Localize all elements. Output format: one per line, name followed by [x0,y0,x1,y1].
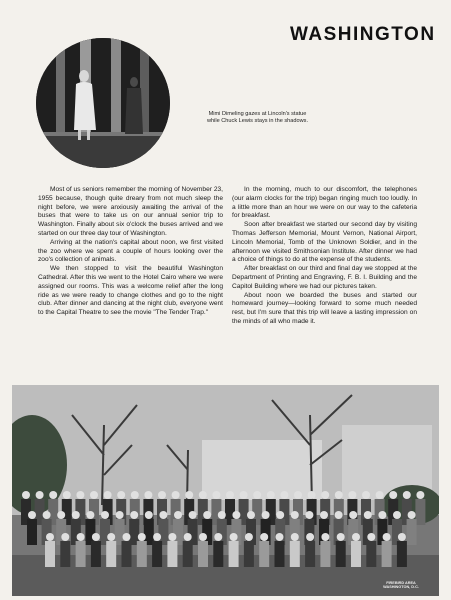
person-head [28,511,36,519]
photo-caption [180,111,335,125]
person-head [393,511,401,519]
person-head [403,491,411,499]
person-head [262,511,270,519]
person-head [101,511,109,519]
person-head [22,491,30,499]
person-head [348,491,356,499]
person-head [383,533,391,541]
photo-credit [371,581,431,590]
person-head [294,491,302,499]
person-head [378,511,386,519]
person-head [131,491,139,499]
person-body [137,541,147,567]
person-head [86,511,94,519]
person-head [335,511,343,519]
person-body [122,541,132,567]
photo-caption-line-2: while Chuck Lewis stays in the shadows. [206,118,309,125]
person-body [290,541,300,567]
person-head [159,511,167,519]
person-head [389,491,397,499]
person-head [92,533,100,541]
person-head [280,491,288,499]
person-head [57,511,65,519]
person-head [305,511,313,519]
person-head [335,491,343,499]
person-head [276,533,284,541]
person-body [259,541,269,567]
article-paragraph: After breakfast on our third and final day we stopped at the Department of Printing and Engraving, F. B. I. Building and the Capitol Building where we had our pictures taken. [232,265,417,290]
person-head [352,533,360,541]
person-head [308,491,316,499]
person-body [27,519,37,545]
person-head [63,491,71,499]
person-body [106,541,116,567]
person-head [408,511,416,519]
article-paragraph: About noon we boarded the buses and started our homeward journey—looking forward to some much needed rest, but I'm sure that this trip will leave a lasting impression on the minds of all who made it. [232,291,417,325]
person-body [320,541,330,567]
lincoln-statue-photo [36,38,170,168]
person-head [321,491,329,499]
person-head [321,533,329,541]
person-body [305,541,315,567]
person-head [320,511,328,519]
person-head [72,511,80,519]
lincoln-statue-photo-image [36,38,170,168]
person-body [336,541,346,567]
person-body [213,541,223,567]
person-head [145,511,153,519]
person-body [183,541,193,567]
person-head [247,511,255,519]
photo-credit-line-2: WASHINGTON, D.C. [383,585,419,590]
person-head [240,491,248,499]
class-group-photo-image [12,385,439,596]
person-head [306,533,314,541]
person-head [203,511,211,519]
person-head [144,491,152,499]
class-group-photo [12,385,439,596]
article-paragraph: We then stopped to visit the beautiful Washington Cathedral. After this we went to the Hotel Cairo where we were assigned our rooms. This was a welcome relief after the long ride as we were ready to change clothes and go to the night club. After dinner and dancing at the night club, everyone went to the Capital Theatre to see the movie "The Tender Trap." [38,265,223,317]
person-head [267,491,275,499]
person-body [407,519,417,545]
person-head [276,511,284,519]
person-head [185,491,193,499]
person-head [376,491,384,499]
person-head [46,533,54,541]
photo-caption-line-1: Mimi Dimeling gazes at Lincoln's statue [208,111,307,117]
person-head [232,511,240,519]
person-head [199,533,207,541]
person-body [351,541,361,567]
person-head [291,511,299,519]
person-body [76,541,86,567]
person-body [229,541,239,567]
person-body [152,541,162,567]
person-head [337,533,345,541]
person-head [130,511,138,519]
person-head [49,491,57,499]
person-head [349,511,357,519]
person-body [60,541,70,567]
person-head [90,491,98,499]
person-body [244,541,254,567]
person-body [366,541,376,567]
article-paragraph: Soon after breakfast we started our second day by visiting Thomas Jefferson Memorial, Mount Vernon, National Airport, Lincoln Memorial, Tomb of the Unknown Soldier, and in the afternoon we visited Smithsonian Institute. After dinner we had a choice of things to do at the expense of the students. [232,221,417,264]
person-head [230,533,238,541]
person-head [138,533,146,541]
person-head [174,511,182,519]
person-body [198,541,208,567]
person-head [43,511,51,519]
person-body [397,541,407,567]
person-head [184,533,192,541]
person-body [382,541,392,567]
article-paragraph: Arriving at the nation's capital about noon, we first visited the zoo where we spent a couple of hours looking over the zoo's collection of animals. [38,238,223,264]
person-head [416,491,424,499]
person-head [36,491,44,499]
person-head [117,491,125,499]
person-head [218,511,226,519]
person-head [245,533,253,541]
article-paragraph: Most of us seniors remember the morning of November 23, 1955 because, though quite dreary from not much sleep the night before, we were anxiously awaiting the arrival of the buses that were to take us on our annual senior trip to Washington. Finally about six o'clock the buses arrived and we started on our three day tour of Washington. [38,186,223,237]
person-head [291,533,299,541]
person-head [398,533,406,541]
person-head [116,511,124,519]
person-body [45,541,55,567]
person-head [226,491,234,499]
person-head [212,491,220,499]
person-head [107,533,115,541]
person-body [167,541,177,567]
person-head [77,533,85,541]
person-head [172,491,180,499]
person-head [123,533,131,541]
article-column-left [38,186,223,318]
person-head [199,491,207,499]
person-head [153,533,161,541]
article-paragraph: In the morning, much to our discomfort, the telephones (our alarm clocks for the trip) began ringing much too loudly. In a little more than an hour we were on our way to the cafeteria for breakfast. [232,186,417,220]
page-title: WASHINGTON [290,24,436,45]
person-head [362,491,370,499]
person-head [364,511,372,519]
person-body [415,499,425,525]
person-body [275,541,285,567]
article-column-right [232,186,417,327]
person-head [61,533,69,541]
person-head [189,511,197,519]
person-head [104,491,112,499]
person-body [91,541,101,567]
person-head [76,491,84,499]
person-head [214,533,222,541]
person-head [168,533,176,541]
person-head [158,491,166,499]
person-head [367,533,375,541]
person-head [253,491,261,499]
person-head [260,533,268,541]
photo-credit-line-1: FIREBIRD AREA [386,580,416,585]
